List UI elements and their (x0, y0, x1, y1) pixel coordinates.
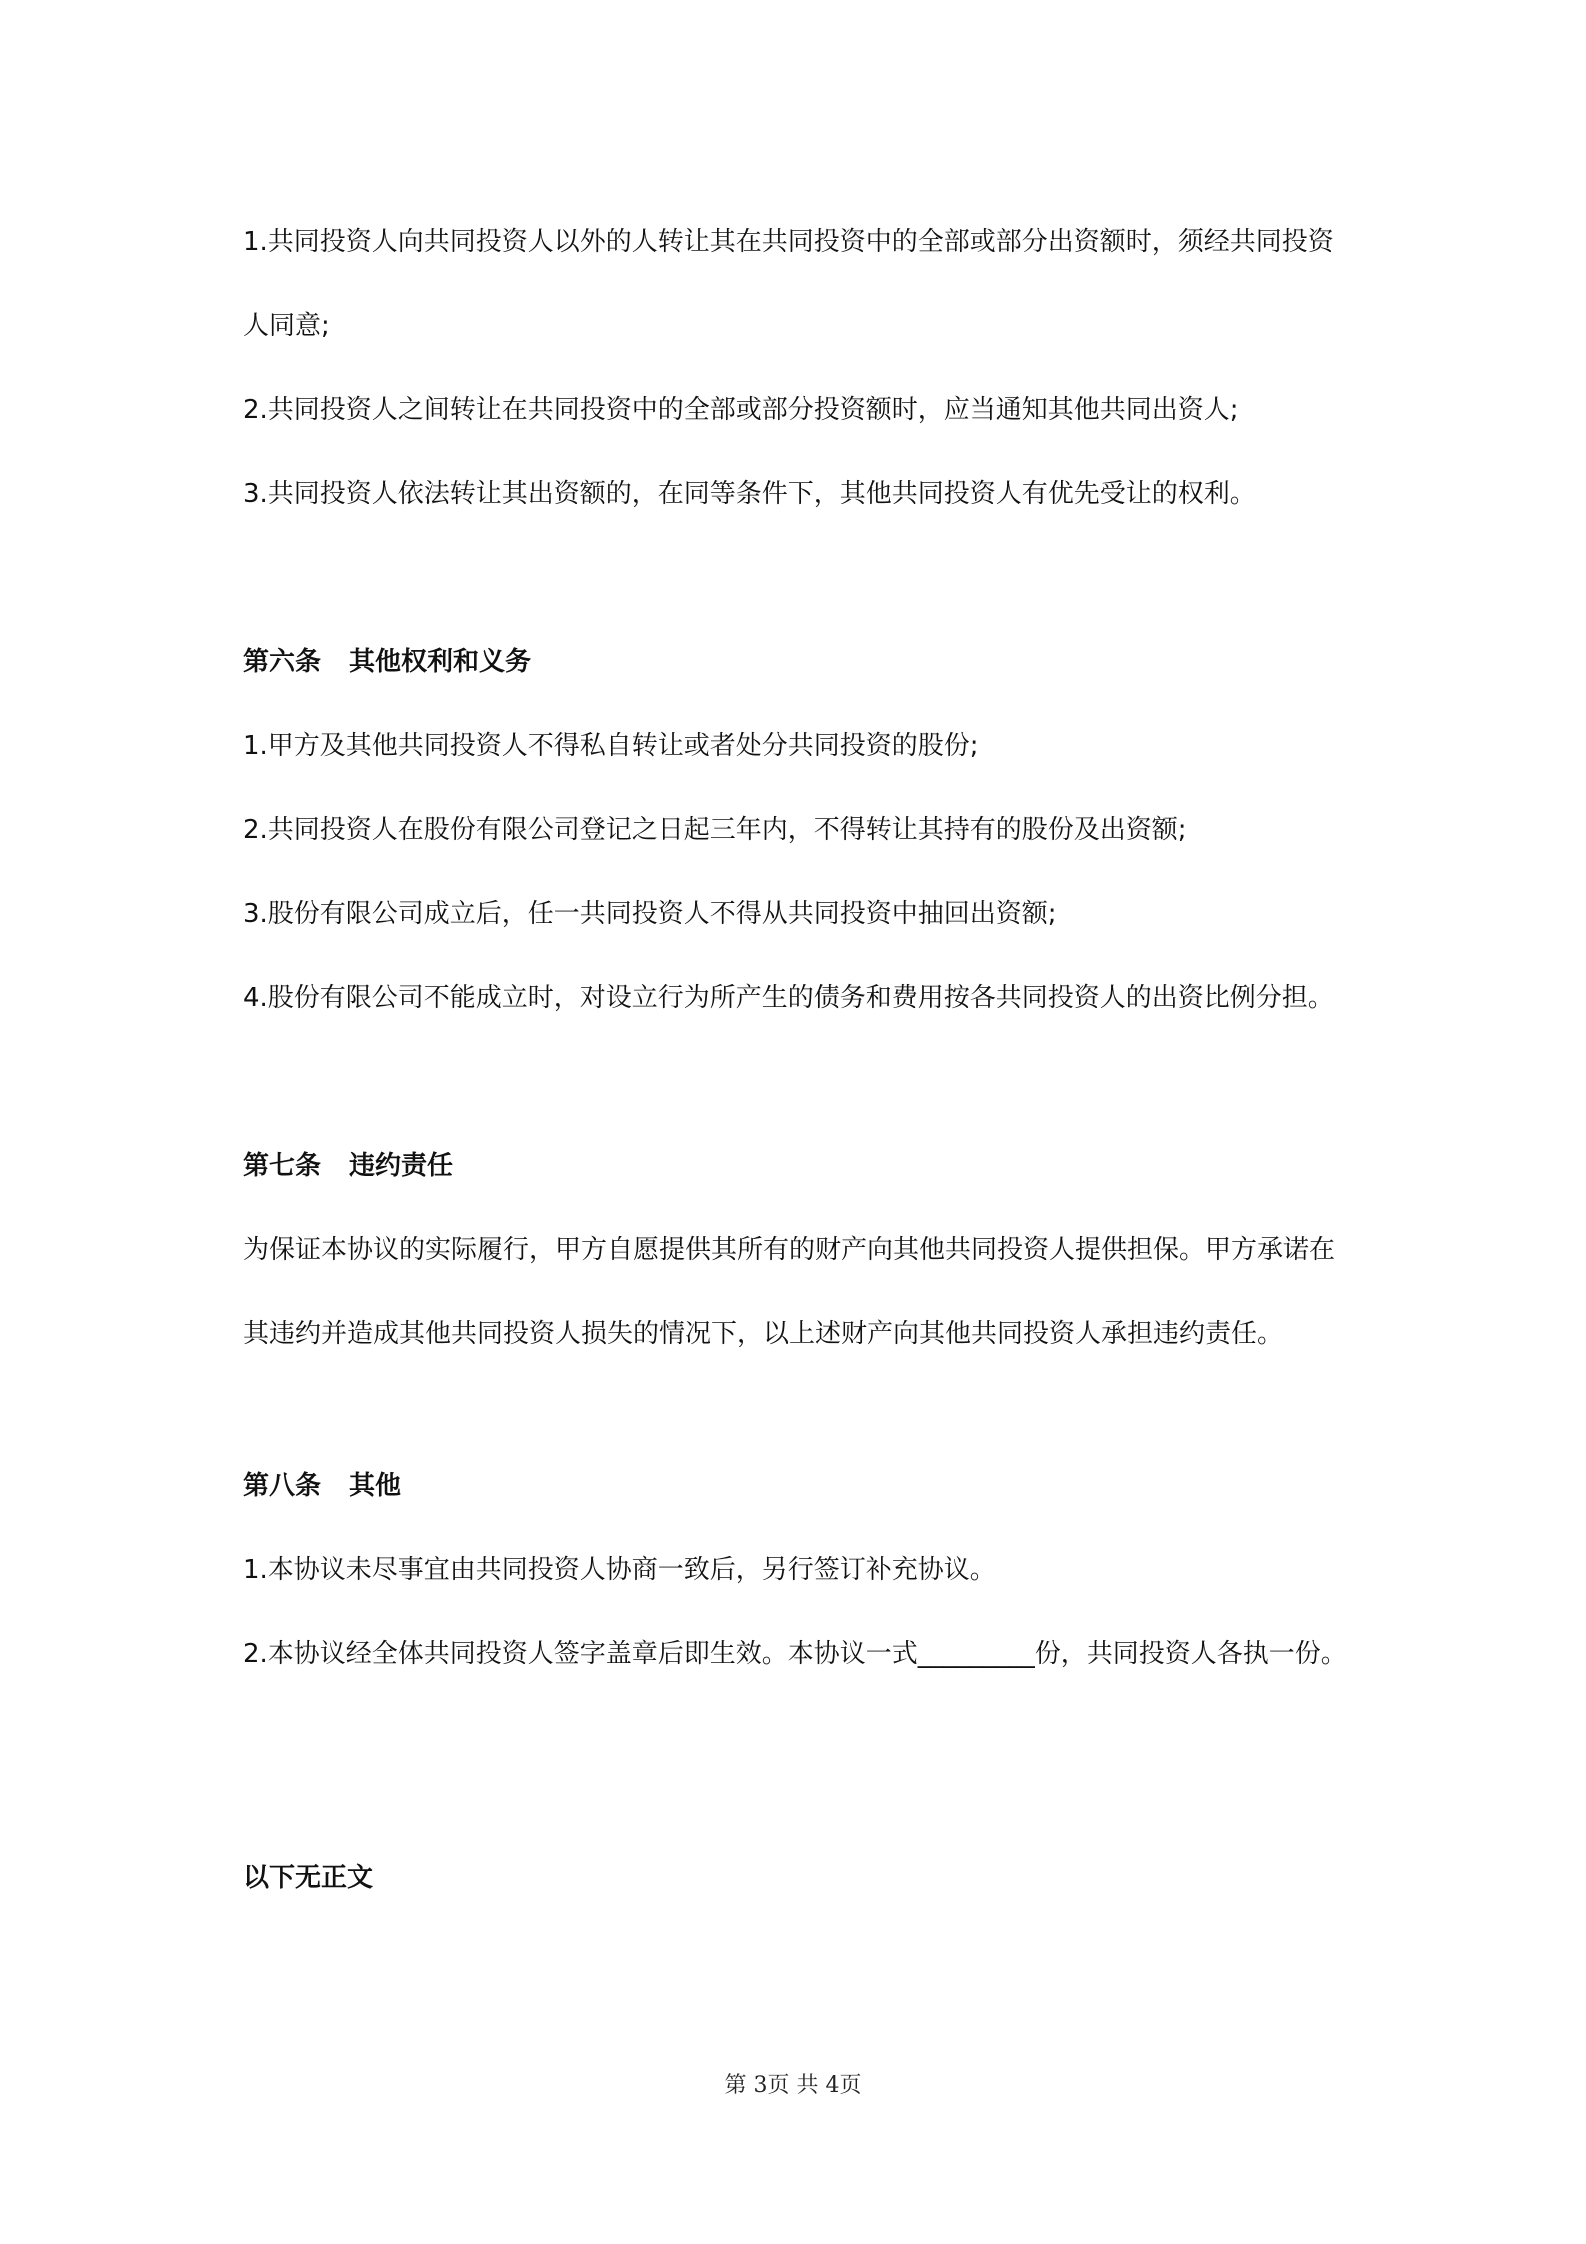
section5-item-1: 1.共同投资人向共同投资人以外的人转让其在共同投资中的全部或部分出资额时，须经共同投资人同意; (243, 227, 1334, 341)
article8-heading (243, 1444, 1353, 1528)
end-of-text-marker: 以下无正文 (243, 1863, 374, 1893)
document-body (243, 200, 1353, 1920)
article7-body: 为保证本协议的实际履行，甲方自愿提供其所有的财产向其他共同投资人提供担保。甲方承诺在其违约并造成其他共同投资人损失的情况下，以上述财产向其他共同投资人承担违约责任。 (243, 1235, 1336, 1349)
article6-item-4: 4.股份有限公司不能成立时，对设立行为所产生的债务和费用按各共同投资人的出资比例分担。 (243, 983, 1334, 1013)
article6-heading (243, 620, 1353, 704)
section5-item-3: 3.共同投资人依法转让其出资额的，在同等条件下，其他共同投资人有优先受让的权利。 (243, 479, 1256, 509)
article6-item-3: 3.股份有限公司成立后，任一共同投资人不得从共同投资中抽回出资额; (243, 899, 1057, 929)
article6-item-2: 2.共同投资人在股份有限公司登记之日起三年内，不得转让其持有的股份及出资额; (243, 815, 1187, 845)
article7-number: 第七条 (243, 1151, 322, 1181)
article8-item-2: 2.本协议经全体共同投资人签字盖章后即生效。本协议一式_________份，共同投资人各执一份。 (243, 1639, 1347, 1669)
article6-number: 第六条 (243, 647, 322, 677)
article6-item-1: 1.甲方及其他共同投资人不得私自转让或者处分共同投资的股份; (243, 731, 979, 761)
article7-title: 违约责任 (349, 1151, 454, 1181)
article8-title: 其他 (349, 1471, 402, 1501)
article8-item-1: 1.本协议未尽事宜由共同投资人协商一致后，另行签订补充协议。 (243, 1555, 996, 1585)
article7-heading (243, 1124, 1353, 1208)
article6-title: 其他权利和义务 (349, 647, 532, 677)
section5-item-2: 2.共同投资人之间转让在共同投资中的全部或部分投资额时，应当通知其他共同出资人; (243, 395, 1239, 425)
article8-number: 第八条 (243, 1471, 322, 1501)
page-footer: 第 3页 共 4页 (724, 2073, 862, 2098)
